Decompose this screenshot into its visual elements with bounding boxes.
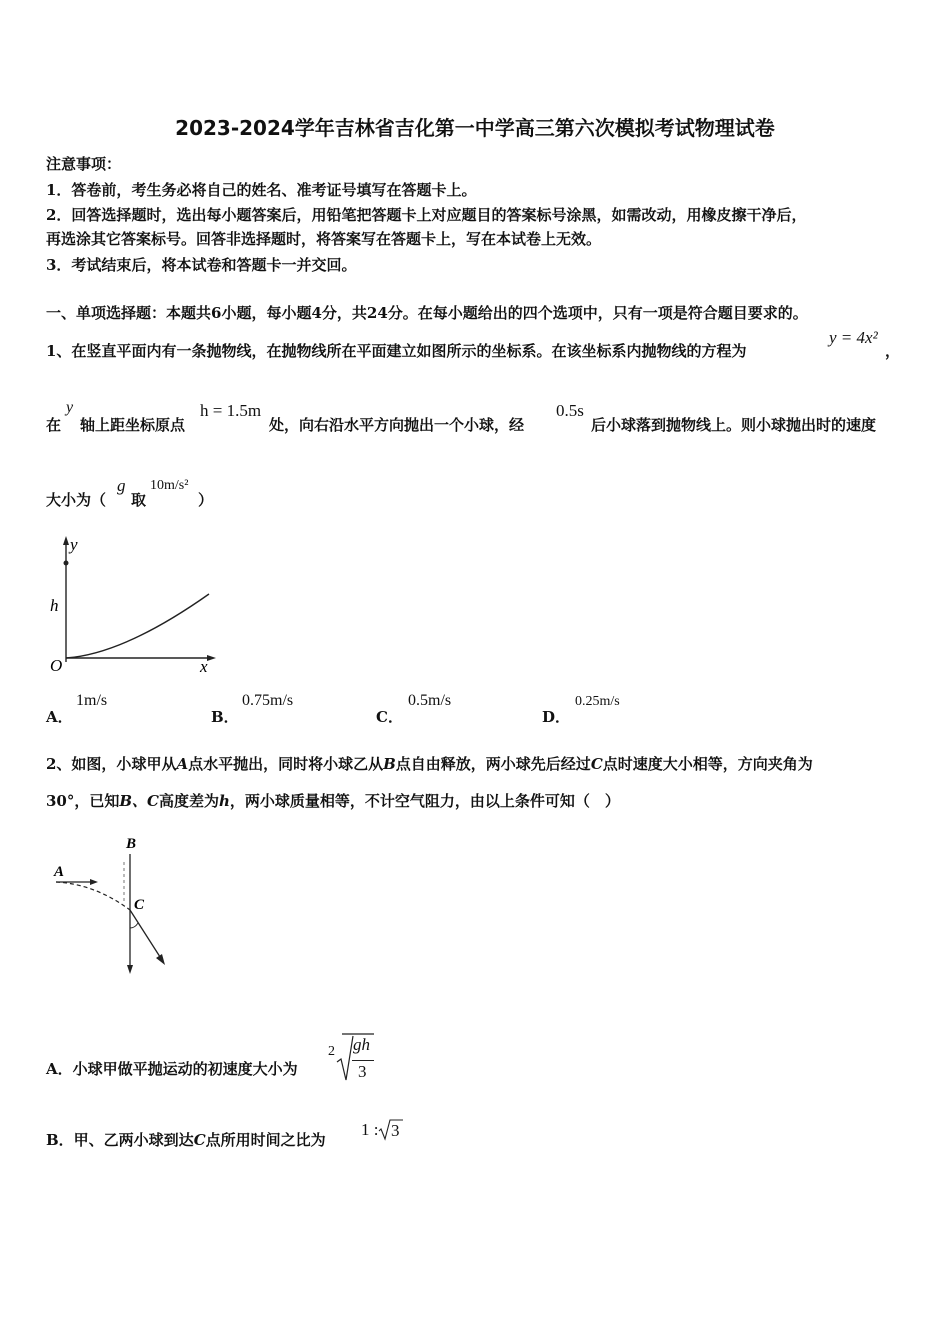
q2-line1 <box>46 753 813 774</box>
q2-text: 2、如图，小球甲从 <box>46 755 177 773</box>
q2-projectile-figure <box>50 832 180 982</box>
exam-title: 2023-2024学年吉林省吉化第一中学高三第六次模拟考试物理试卷 <box>175 116 775 140</box>
q2-option-a[interactable]: A．小球甲做平抛运动的初速度大小为 <box>46 1060 298 1078</box>
note-item: 再选涂其它答案标号。回答非选择题时，将答案写在答题卡上，写在本试卷上无效。 <box>46 230 602 248</box>
formula-coefficient: 2 <box>328 1044 335 1059</box>
radical-sign <box>336 1034 354 1084</box>
q1-option-a-value[interactable]: 1m/s <box>76 692 108 709</box>
points-bc-ref: B、C <box>119 792 159 810</box>
q1-line3c: ） <box>198 491 214 509</box>
q1-line2d: 后小球落到抛物线上。则小球抛出时的速度 <box>591 416 877 434</box>
point-b-ref: B <box>383 755 396 773</box>
q2-option-b-text: B．甲、乙两小球到达 <box>46 1131 194 1149</box>
q2-text: 高度差为 <box>159 792 220 810</box>
q1-option-b-value[interactable]: 0.75m/s <box>242 692 294 709</box>
parabola-curve <box>66 594 209 658</box>
note-item: 1．答卷前，考生务必将自己的姓名、准考证号填写在答题卡上。 <box>46 181 477 199</box>
section-heading: 一、单项选择题：本题共6小题，每小题4分，共24分。在每小题给出的四个选项中，只有一项是符合题目要求的。 <box>46 304 808 322</box>
trajectory-a <box>56 882 130 910</box>
q2-text: ，两小球质量相等，不计空气阻力，由以上条件可知（ ） <box>229 792 620 810</box>
note-item: 2．回答选择题时，选出每小题答案后，用铅笔把答题卡上对应题目的答案标号涂黑，如需改动，用橡皮擦干净后， <box>46 206 807 224</box>
q2-line2 <box>46 790 620 811</box>
arrow-a <box>90 879 98 885</box>
arrow-b <box>127 965 133 974</box>
q1-option-c-value[interactable]: 0.5m/s <box>408 692 452 709</box>
fig-x-label: x <box>200 657 208 676</box>
fraction-bar <box>352 1060 374 1061</box>
fig-c-label: C <box>134 897 145 913</box>
angle-arc <box>130 923 138 928</box>
fig-origin-label: O <box>50 656 63 675</box>
q1-line2c: 处，向右沿水平方向抛出一个小球，经 <box>269 416 525 434</box>
y-axis-arrow <box>63 536 69 545</box>
ratio-root-value: 3 <box>391 1121 400 1140</box>
fig-b-label: B <box>126 836 137 852</box>
q1-line3b: 取 <box>131 491 147 509</box>
x-axis-arrow <box>207 655 216 661</box>
q2-text: 点自由释放，两小球先后经过 <box>395 755 591 773</box>
q1-option-a-letter[interactable]: A． <box>46 708 73 726</box>
q2-text: 点水平抛出，同时将小球乙从 <box>188 755 384 773</box>
formula-denominator: 3 <box>358 1062 367 1081</box>
q1-time-value: 0.5s <box>556 401 584 420</box>
q2-option-b-formula <box>361 1118 406 1142</box>
fig-h-label: h <box>50 596 59 615</box>
q1-comma: ， <box>885 342 901 360</box>
launch-point <box>64 561 69 566</box>
q1-height-value: h = 1.5m <box>200 401 262 420</box>
q1-line3a: 大小为（ <box>46 491 107 509</box>
ratio-prefix: 1 : <box>361 1120 379 1139</box>
point-c-ref: C <box>193 1131 206 1149</box>
q2-option-b-text: 点所用时间之比为 <box>205 1131 326 1149</box>
q1-g-symbol: g <box>117 476 126 495</box>
q1-g-value: 10m/s² <box>150 478 189 493</box>
q1-y-symbol: y <box>66 399 74 416</box>
q1-option-b-letter[interactable]: B． <box>211 708 239 726</box>
q1-line2a: 在 <box>46 416 62 434</box>
q1-line1: 1、在竖直平面内有一条抛物线，在抛物线所在平面建立如图所示的坐标系。在该坐标系内抛物线的方程为 <box>46 342 747 360</box>
q1-option-c-letter[interactable]: C． <box>376 708 403 726</box>
q2-option-b[interactable] <box>46 1129 326 1150</box>
notes-heading: 注意事项： <box>46 155 122 173</box>
q1-line2b: 轴上距坐标原点 <box>80 416 186 434</box>
arrow-c <box>156 954 165 965</box>
q2-text: 30°，已知 <box>46 792 120 810</box>
height-h-ref: h <box>219 792 230 810</box>
q1-parabola-figure <box>44 532 224 677</box>
q2-text: 点时速度大小相等，方向夹角为 <box>602 755 813 773</box>
q1-option-d-value[interactable]: 0.25m/s <box>575 694 620 709</box>
radical-overline <box>340 1032 380 1036</box>
formula-numerator: gh <box>353 1035 370 1054</box>
q1-equation: y = 4x² <box>829 328 878 347</box>
note-item: 3．考试结束后，将本试卷和答题卡一并交回。 <box>46 256 357 274</box>
q2-option-a-formula <box>328 1034 378 1086</box>
point-a-ref: A <box>176 755 189 773</box>
q1-option-d-letter[interactable]: D． <box>542 708 571 726</box>
fig-y-label: y <box>70 535 78 554</box>
fig-a-label: A <box>54 864 65 880</box>
point-c-ref: C <box>590 755 603 773</box>
velocity-at-c <box>130 910 162 960</box>
